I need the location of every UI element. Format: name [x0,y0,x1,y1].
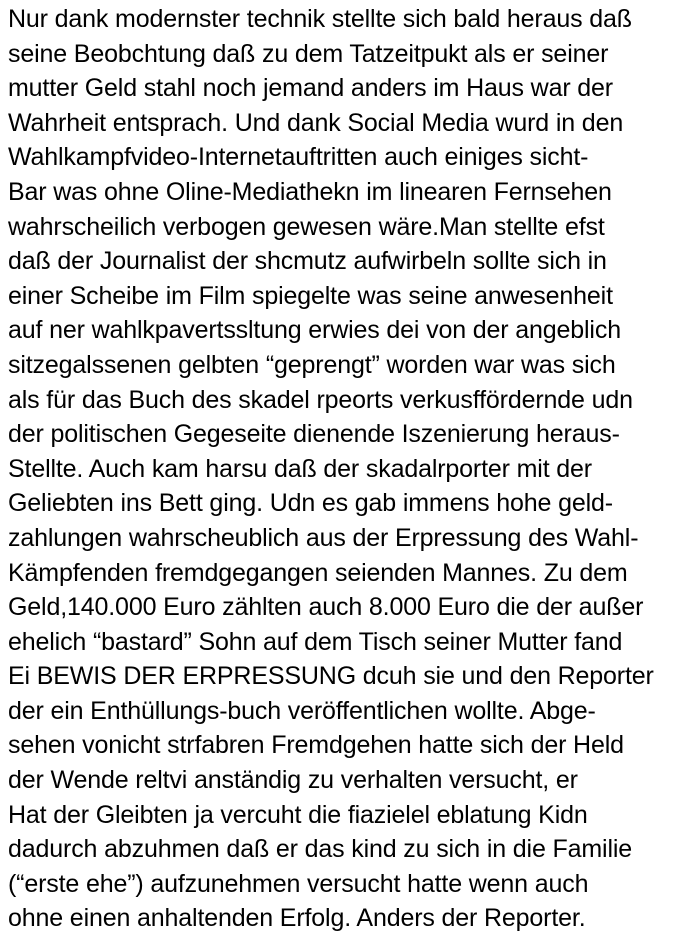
text-line: (“erste ehe”) aufzunehmen versucht hatte wenn auch [8,869,589,898]
text-line: der ein Enthüllungs-buch veröffentlichen wollte. Abge- [8,696,596,725]
text-line: sehen vonicht strfabren Fremdgehen hatte sich der Held [8,731,624,760]
text-line: Nur dank modernster technik stellte sich bald heraus daß [8,5,632,33]
text-line: Hat der Gleibten ja vercuht die fiazielel eblatung Kidn [8,800,588,829]
text-line: Stellte. Auch kam harsu daß der skadalrporter mit der [8,454,592,483]
text-line: mutter Geld stahl noch jemand anders im Haus war der [8,74,613,103]
text-line: daß der Journalist der shcmutz aufwirbeln sollte sich in [8,247,607,276]
text-line: einer Scheibe im Film spiegelte was seine anwesenheit [8,281,613,310]
text-line: ohne einen anhaltenden Erfolg. Anders der Reporter. [8,904,586,933]
text-line: der politischen Gegeseite dienende Iszenierung heraus- [8,420,620,449]
text-line: Geliebten ins Bett ging. Udn es gab immens hohe geld- [8,489,613,518]
text-line: dadurch abzuhmen daß er das kind zu sich in die Familie [8,835,633,864]
text-line: sitzegalssenen gelbten “geprengt” worden war was sich [8,350,616,379]
text-line: Kämpfenden fremdgegangen seienden Mannes. Zu dem [8,558,628,587]
text-line: Wahlkampfvideo-Internetauftritten auch einiges sicht- [8,143,589,172]
text-line: seine Beobchtung daß zu dem Tatzeitpukt als er seiner [8,39,609,68]
text-line: ehelich “bastard” Sohn auf dem Tisch seiner Mutter fand [8,627,623,656]
text-line: wahrscheilich verbogen gewesen wäre.Man stellte efst [8,212,605,241]
text-line: Bar was ohne Oline-Mediathekn im linearen Fernsehen [8,177,612,206]
text-line: der Wende reltvi anständig zu verhalten versucht, er [8,766,578,795]
text-line: als für das Buch des skadel rpeorts verkusffördernde udn [8,385,633,414]
text-line: Wahrheit entsprach. Und dank Social Media wurd in den [8,108,624,137]
text-line: zahlungen wahrscheublich aus der Erpressung des Wahl- [8,523,639,552]
text-line: Ei BEWIS DER ERPRESSUNG dcuh sie und den Reporter [8,662,654,691]
text-line: auf ner wahlkpavertssltung erwies dei von der angeblich [8,316,621,345]
text-line: Geld,140.000 Euro zählten auch 8.000 Euro die der außer [8,593,644,622]
body-text [8,2,680,936]
